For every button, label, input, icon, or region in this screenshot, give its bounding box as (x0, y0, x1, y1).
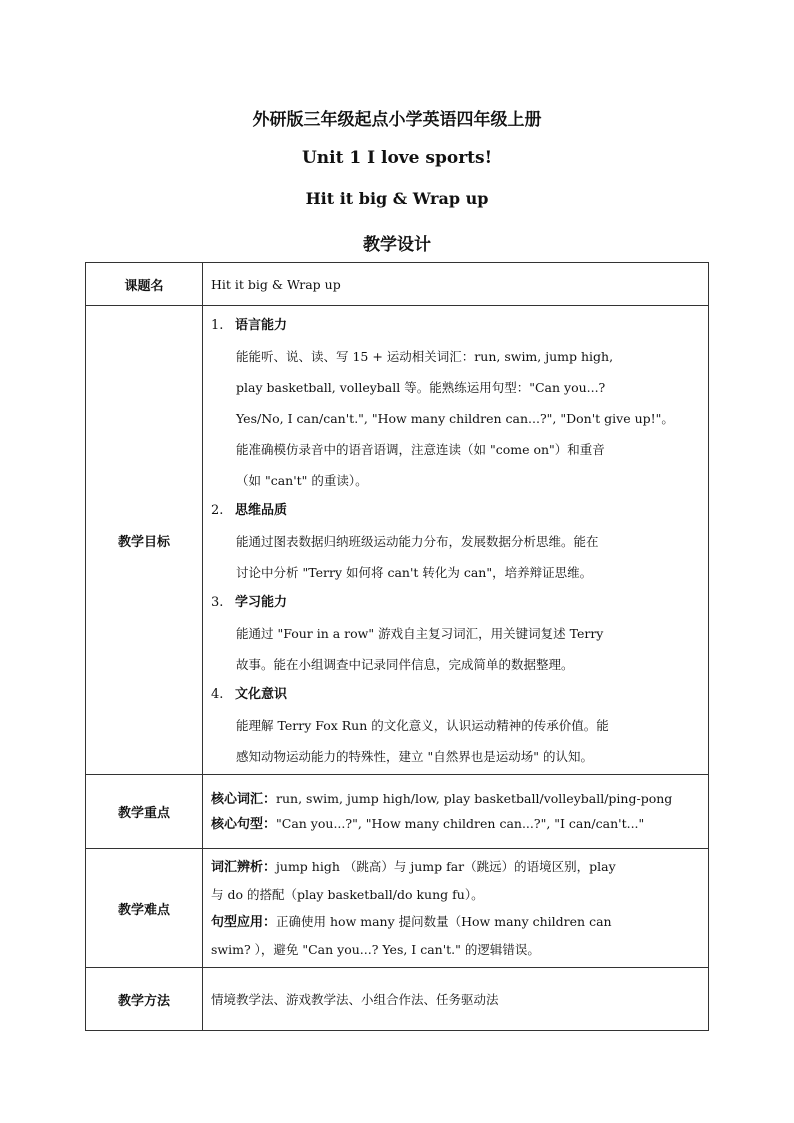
methods-cell (203, 968, 709, 1031)
objective-line: 能通过图表数据归纳班级运动能力分布，发展数据分析思维。能在 (236, 533, 599, 549)
design-subtitle: 教学设计 (363, 235, 431, 255)
objective-line: Yes/No, I can/can't.", "How many children can...?", "Don't give up!"。 (236, 410, 674, 426)
objective-line: 能通过 "Four in a row" 游戏自主复习词汇，用关键词复述 Terry (236, 625, 604, 641)
document-title: 外研版三年级起点小学英语四年级上册 (252, 110, 542, 130)
difficulties-cell (203, 849, 709, 968)
objective-line: 能能听、说、读、写 15 + 运动相关词汇：run, swim, jump high, (236, 348, 614, 364)
objective-section (211, 496, 700, 588)
objectives-label: 教学目标 (86, 306, 203, 775)
keypoints-vocab: 核心词汇：run, swim, jump high/low, play basketball/volleyball/ping-pong (211, 790, 673, 807)
table-row-topic (86, 263, 709, 306)
table-row-difficulties (86, 849, 709, 968)
objective-line: play basketball, volleyball 等。能熟练运用句型："Can you...? (236, 379, 606, 395)
table-row-methods (86, 968, 709, 1031)
objective-section (211, 311, 700, 496)
objective-heading: 3. 学习能力 (211, 594, 288, 610)
topic-value: Hit it big & Wrap up (211, 276, 341, 292)
methods-label: 教学方法 (86, 968, 203, 1031)
unit-title: Unit 1 I love sports! (301, 148, 493, 168)
objective-line: 故事。能在小组调查中记录同伴信息，完成简单的数据整理。 (236, 656, 574, 672)
difficulty-line: 句型应用：正确使用 how many 提问数量（How many children can (211, 914, 612, 930)
difficulty-line: 与 do 的搭配（play basketball/do kung fu）。 (211, 887, 484, 902)
objective-line: 讨论中分析 "Terry 如何将 can't 转化为 can"，培养辩证思维。 (236, 564, 593, 580)
objective-line: （如 "can't" 的重读）。 (236, 472, 368, 488)
objective-section (211, 680, 700, 772)
objectives-cell (203, 306, 709, 775)
objective-heading: 4. 文化意识 (211, 686, 288, 702)
objective-heading: 2. 思维品质 (211, 502, 288, 518)
objective-line: 能准确模仿录音中的语音语调，注意连读（如 "come on"）和重音 (236, 441, 605, 457)
methods-value: 情境教学法、游戏教学法、小组合作法、任务驱动法 (211, 992, 499, 1007)
keypoints-sentence: 核心句型："Can you...?", "How many children can...?", "I can/can't..." (211, 815, 645, 832)
keypoints-cell (203, 775, 709, 849)
lesson-plan-table (85, 262, 709, 1031)
difficulties-label: 教学难点 (86, 849, 203, 968)
table-row-objectives (86, 306, 709, 775)
topic-cell (203, 263, 709, 306)
objective-heading: 1. 语言能力 (211, 317, 288, 333)
table-row-keypoints (86, 775, 709, 849)
objective-line: 能理解 Terry Fox Run 的文化意义，认识运动精神的传承价值。能 (236, 717, 609, 733)
objective-line: 感知动物运动能力的特殊性，建立 "自然界也是运动场" 的认知。 (236, 748, 593, 764)
lesson-title: Hit it big & Wrap up (305, 189, 489, 208)
difficulty-line: 词汇辨析：jump high （跳高）与 jump far（跳远）的语境区别，play (211, 859, 616, 875)
difficulty-line: swim? ），避免 "Can you...? Yes, I can't." 的逻辑错误。 (211, 942, 540, 957)
keypoints-label: 教学重点 (86, 775, 203, 849)
objective-section (211, 588, 700, 680)
topic-label: 课题名 (86, 263, 203, 306)
